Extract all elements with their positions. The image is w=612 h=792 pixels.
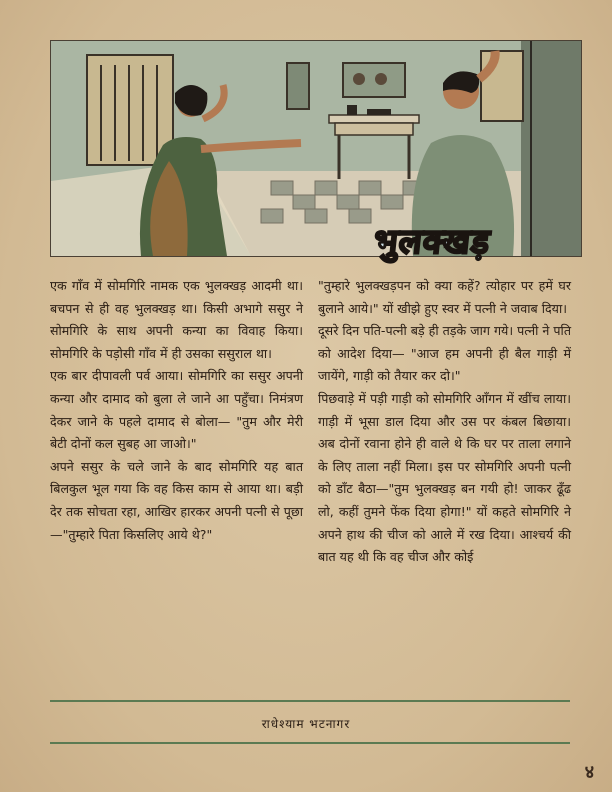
paragraph: दूसरे दिन पति-पत्नी बड़े ही तड़के जाग गये। पत्नी ने पति को आदेश दिया— "आज हम अपनी ही बैल गाड़ी में जायेंगे, गाड़ी को तैयार कर दो।" (318, 323, 571, 384)
author-name: राधेश्याम भटनागर (261, 717, 351, 731)
page-number: ४ (584, 761, 596, 784)
right-text-column (318, 275, 571, 569)
paragraph: पिछवाड़े में पड़ी गाड़ी को सोमगिरि आँगन में खींच लाया। गाड़ी में भूसा डाल दिया और उस पर कंबल बिछाया। अब दोनों रवाना होने ही वाले थे कि घर पर ताला लगाने के लिए ताला नहीं मिला। इस पर सोमगिरि अपनी पत्नी को डाँट बैठा—"तुम भुलक्खड़ बन गयी हो! जाकर ढूँढ लो, कहीं तुमने फेंक दिया होगा!" यों कहते सोमगिरि ने अपने हाथ की चीज को आले में रख दिया। आश्चर्य की बात यह थी कि वह चीज और कोई (318, 390, 571, 565)
paragraph: एक बार दीपावली पर्व आया। सोमगिरि का ससुर अपनी कन्या और दामाद को बुला ले जाने आ पहुँचा। निमंत्रण देकर जाने के पहले दामाद से बोला— "तुम और मेरी बेटी दोनों कल सुबह आ जाओ।" (50, 368, 303, 452)
paragraph: अपने ससुर के चले जाने के बाद सोमगिरि यह बात बिलकुल भूल गया कि वह किस काम से आया था। बड़ी देर तक सोचता रहा, आखिर हारकर अपनी पत्नी से पूछा—"तुम्हारे पिता किसलिए आये थे?" (50, 458, 303, 542)
divider-top (50, 700, 570, 702)
left-text-column (50, 275, 303, 546)
paragraph: "तुम्हारे भुलक्खड़पन को क्या कहें? त्योहार पर हमें घर बुलाने आये।" यों खीझे हुए स्वर में पत्नी ने जवाब दिया। (318, 278, 571, 316)
story-title-box (352, 217, 512, 267)
story-title: भुलक्खड़ (371, 222, 493, 262)
paragraph: एक गाँव में सोमगिरि नामक एक भुलक्खड़ आदमी था। बचपन से ही वह भुलक्खड़ था। किसी अभागे ससुर ने सोमगिरि के साथ अपनी कन्या का विवाह किया। सोमगिरि के पड़ोसी गाँव में ही उसका ससुराल था। (50, 278, 303, 361)
divider-bottom (50, 742, 570, 744)
